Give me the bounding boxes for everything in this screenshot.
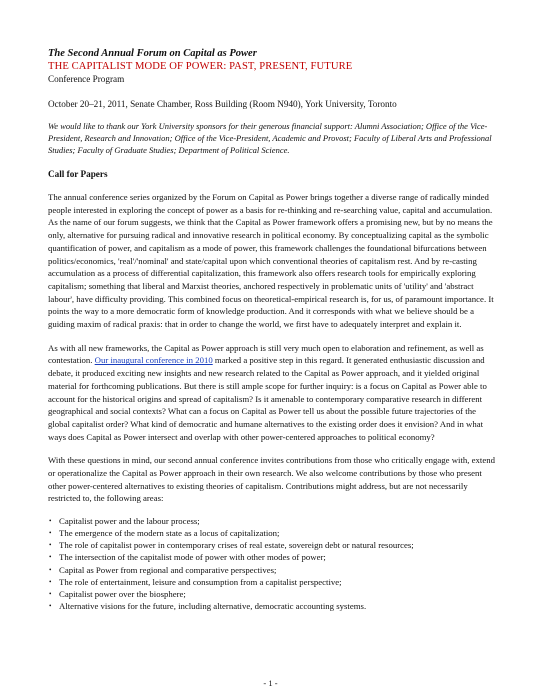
conference-subtitle: Conference Program <box>48 74 125 84</box>
list-item-text: Capital as Power from regional and comparative perspectives; <box>59 564 277 575</box>
bullet-icon: • <box>49 517 52 526</box>
list-item <box>48 527 500 539</box>
bullet-icon: • <box>49 565 52 574</box>
document-page <box>48 47 500 612</box>
paragraph-invitation: With these questions in mind, our second annual conference invites contributions from those who critically engage with, extend or operationalize the Capital as Power approach in their own research. We also welcome contributions by those who present other power-centered alternatives to existing theories of capitalism. Contributions might address, but are not necessarily restricted to, the following areas: <box>48 455 495 504</box>
list-item-text: The emergence of the modern state as a locus of capitalization; <box>59 528 280 539</box>
list-item-text: The role of entertainment, leisure and consumption from a capitalist perspective; <box>59 576 342 587</box>
bullet-icon: • <box>49 577 52 586</box>
list-item <box>48 564 500 576</box>
list-item-text: Alternative visions for the future, including alternative, democratic accounting systems. <box>59 600 367 611</box>
list-item <box>48 576 500 588</box>
bullet-icon: • <box>49 589 52 598</box>
paragraph-frameworks-start: As with all new frameworks, the Capital as Power approach is still very much open to elaboration and refinement, as well as contestation. <box>48 342 484 366</box>
list-item <box>48 600 500 612</box>
conference-series: The Second Annual Forum on Capital as Power <box>48 48 257 59</box>
bullet-icon: • <box>49 553 52 562</box>
list-item <box>48 588 500 600</box>
paragraph-frameworks-rest: marked a positive step in this regard. It generated enthusiastic discussion and debate, it produced exciting new insights and new research related to the Capital as Power approach, and it yielded original material for forthcoming publications. But there is still ample scope for further inquiry: is a focus on Capital as Power able to account for the historical origins and spread of capitalism? Is it amenable to contemporary comparative research in different geographical and social contexts? What can a focus on Capital as Power tell us about the possible future trajectories of the global capitalist order? What kind of democratic and humane alternatives to the existing order does it envision? And in what ways does Capital as Power intersect and overlap with other power-centered approaches to political economy? <box>48 355 487 442</box>
list-item-text: Capitalist power and the labour process; <box>59 516 200 527</box>
paragraph-frameworks <box>48 342 500 444</box>
list-item-text: The role of capitalist power in contemporary crises of real estate, sovereign debt or natural resources; <box>59 540 414 551</box>
list-item <box>48 515 500 527</box>
list-item-text: The intersection of the capitalist mode of power with other modes of power; <box>59 552 326 563</box>
bullet-icon: • <box>49 601 52 610</box>
page-number: - 1 - <box>263 678 278 688</box>
paragraph-intro: The annual conference series organized by the Forum on Capital as Power brings together a diverse range of radically minded people interested in exploring the concept of power as a basis for re-thinking and re-searching value, capital and accumulation. As the name of our forum suggests, we think that the Capital as Power framework offers a promising new, but by no means the only, alternative for pursuing radical and innovative research in political economy. By conceptualizing capital as the symbolic quantification of power, and capitalism as a mode of power, this framework challenges the foundational bifurcations between politics/economics, 'real'/'nominal' and state/capital upon which conventional theories of capitalism rest. And by re-casting accumulation as a process of differential capitalization, this framework also offers research tools for empirically exploring capitalism; something that liberal and Marxist theories, anchored respectively in problematic units of 'utility' and 'abstract labour', have difficulty providing. This combined focus on theoretical-empirical research is, for us, of paramount importance. It points the way to a more democratic form of knowledge production. And it corresponds with what we believe should be a guiding maxim of radical praxis: that in order to change the world, we first have to adequately interpret and explain it. <box>48 192 494 330</box>
bullet-icon: • <box>49 541 52 550</box>
inaugural-conference-link[interactable]: Our inaugural conference in 2010 <box>94 355 213 366</box>
conference-dates: October 20–21, 2011, Senate Chamber, Ross Building (Room N940), York University, Toronto <box>48 99 397 109</box>
list-item-text: Capitalist power over the biosphere; <box>59 588 186 599</box>
topic-list <box>48 515 500 612</box>
conference-title: THE CAPITALIST MODE OF POWER: PAST, PRESENT, FUTURE <box>48 61 353 72</box>
list-item <box>48 551 500 563</box>
list-item <box>48 539 500 551</box>
section-heading: Call for Papers <box>48 169 108 179</box>
bullet-icon: • <box>49 529 52 538</box>
sponsor-acknowledgement: We would like to thank our York University sponsors for their generous financial support: Alumni Association; Office of the Vice-President, Research and Innovation; Office of the Vice-President, Academic and Provost; Faculty of Liberal Arts and Professional Studies; Faculty of Graduate Studies; Department of Political Science. <box>48 121 492 155</box>
